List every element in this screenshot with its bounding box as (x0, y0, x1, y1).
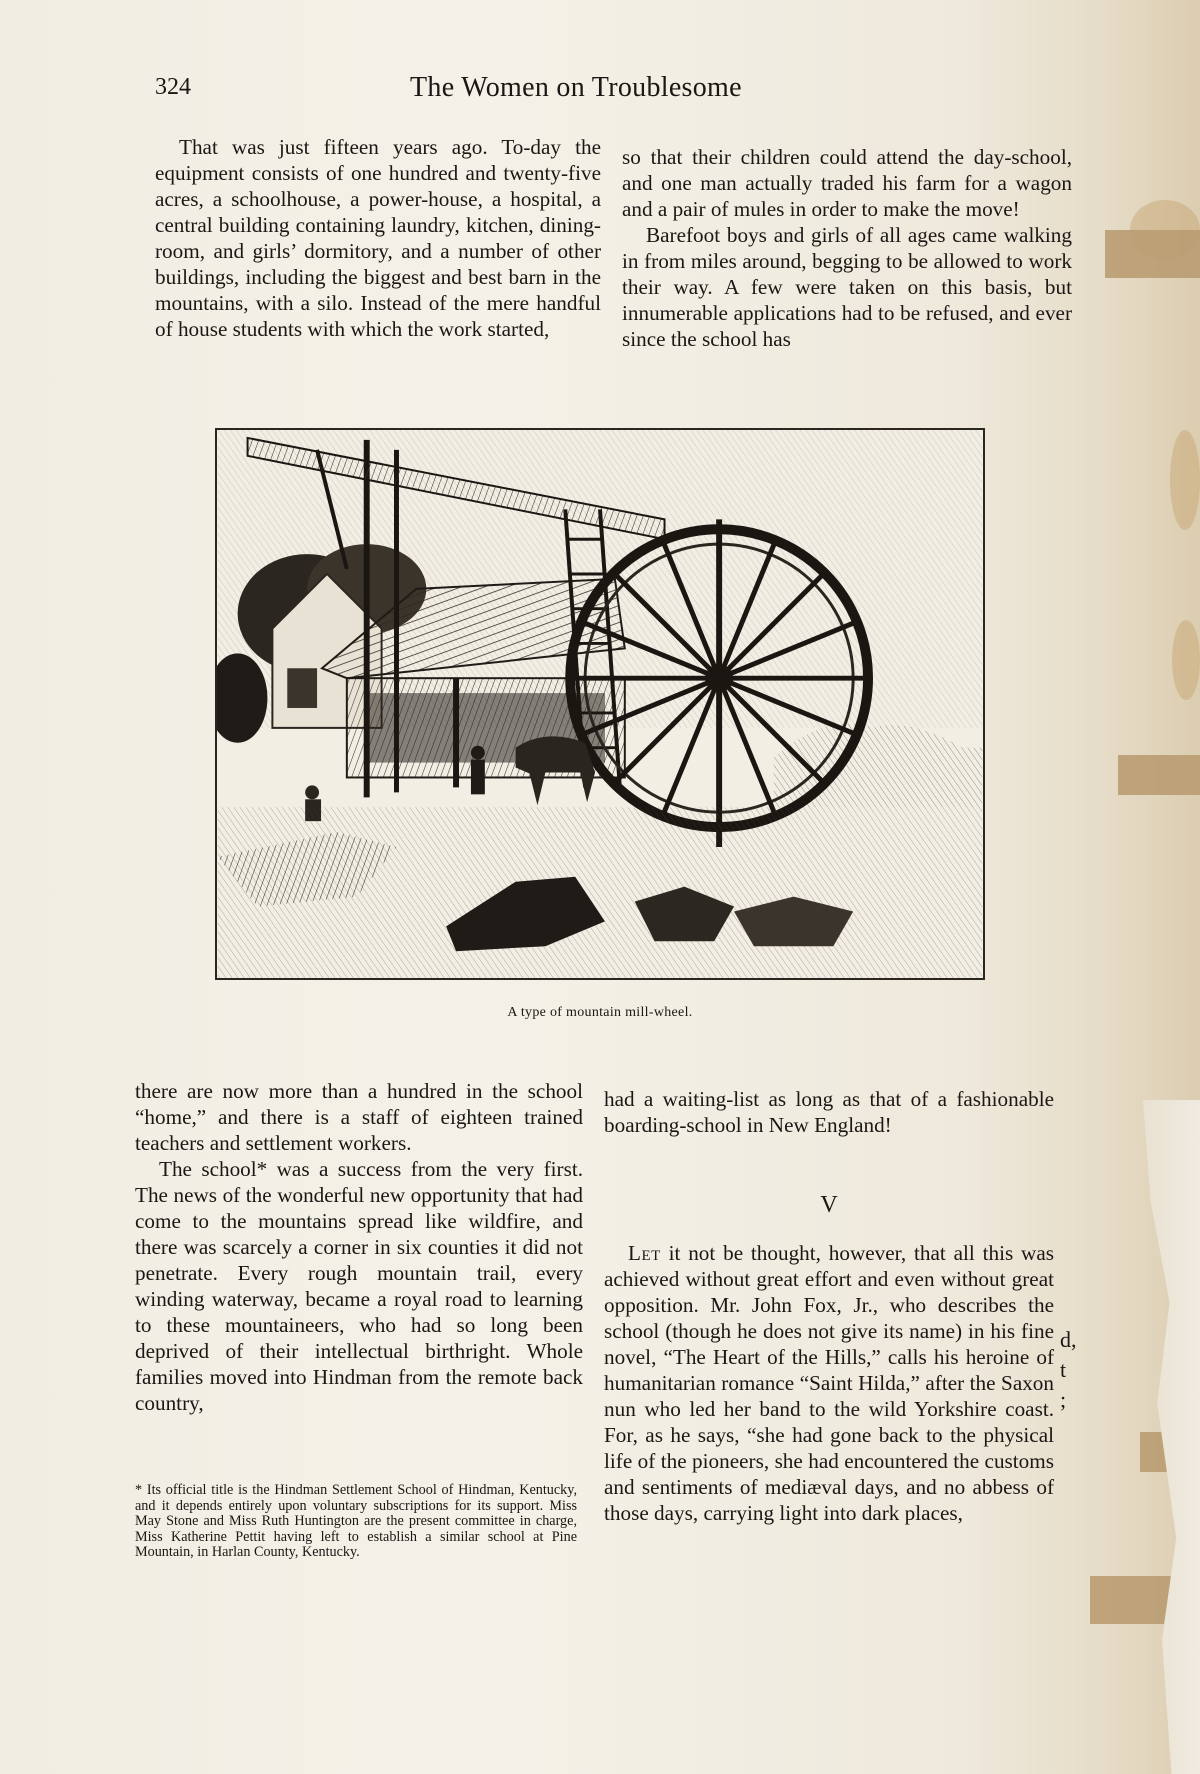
running-title: The Women on Troublesome (410, 72, 742, 103)
repair-tape (1118, 755, 1200, 795)
paragraph-text: it not be thought, however, that all this was achieved without great effort and even without great opposition. Mr. John Fox, Jr., who describes the school (though he does not give its name) in his fine novel, “The Heart of the Hills,” calls his heroine of humanitarian romance “Saint Hilda,” after the Saxon nun who led her band to the wild Yorkshire coast. For, as he says, “she had gone back to the physical life of the pioneers, she had encountered the customs and sentiments of mediæval days, and no abbess of those days, carrying light into dark places, (604, 1241, 1054, 1525)
paragraph: had a waiting-list as long as that of a fashionable boarding-school in New England! (604, 1087, 1054, 1137)
drop-lead: Let (628, 1241, 661, 1265)
footnote: * Its official title is the Hindman Settlement School of Hindman, Kentucky, and it depends entirely upon voluntary subscriptions for its support. Miss May Stone and Miss Ruth Huntington are the present committee in charge, Miss Katherine Pettit having left to establish a similar school at Pine Mountain, in Harlan County, Kentucky. (135, 1482, 577, 1560)
column-bottom-left (135, 1078, 583, 1416)
paragraph: Barefoot boys and girls of all ages came walking in from miles around, begging to be allowed to work their way. A few were taken on this basis, but innumerable applications had to be refused, and ever since the school has (622, 223, 1072, 351)
paragraph: The school* was a success from the very first. The news of the wonderful new opportunity that had come to the mountains spread like wildfire, and there was scarcely a corner in six counties it did not penetrate. Every rough mountain trail, every winding waterway, became a royal road to learning to these mountaineers, who had so long been deprived of their intellectual birthright. Whole families moved into Hindman from the remote back country, (135, 1157, 583, 1415)
figure-caption: A type of mountain mill-wheel. (507, 1005, 693, 1020)
repair-tape (1105, 230, 1200, 278)
column-top-left (155, 134, 601, 342)
paragraph: That was just fifteen years ago. To-day the equipment consists of one hundred and twenty-five acres, a schoolhouse, a power-house, a hospital, a central building containing laundry, kitchen, dining-room, and girls’ dormitory, and a number of other buildings, including the biggest and best barn in the mountains, with a silo. Instead of the mere handful of house students with which the work started, (155, 135, 601, 341)
page-stain (1172, 620, 1200, 700)
paragraph: so that their children could attend the day-school, and one man actually traded his farm for a wagon and a pair of mules in order to make the move! (622, 145, 1072, 221)
edge-text-fragment: d, t ; (1060, 1327, 1077, 1412)
page-header (155, 72, 1075, 112)
section-number: V (820, 1192, 838, 1218)
page-stain (1170, 430, 1200, 530)
column-bottom-right (604, 1086, 1054, 1138)
paragraph (604, 1240, 1054, 1526)
column-top-right (622, 144, 1072, 352)
paragraph: there are now more than a hundred in the school “home,” and there is a staff of eighteen trained teachers and settlement workers. (135, 1079, 583, 1155)
page-number: 324 (155, 74, 191, 100)
mill-wheel-engraving (217, 430, 983, 978)
mill-wheel-illustration (215, 428, 985, 980)
column-bottom-right-cont (604, 1240, 1054, 1526)
